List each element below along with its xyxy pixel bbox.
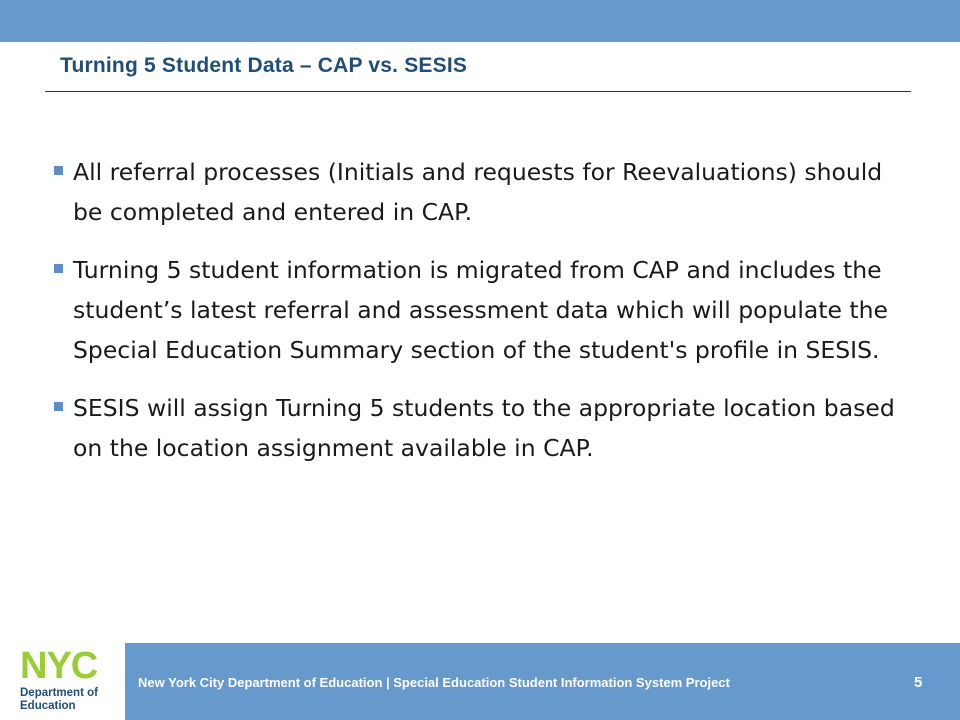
nyc-doe-logo	[0, 643, 125, 720]
bullet-text: SESIS will assign Turning 5 students to the appropriate location based on the location assignment available in CAP.	[73, 394, 895, 462]
title-divider	[45, 91, 911, 92]
square-bullet-icon	[54, 264, 63, 273]
page-number: 5	[914, 674, 923, 691]
footer-text: New York City Department of Education | Special Education Student Information System Project	[138, 675, 730, 690]
top-band	[0, 0, 960, 42]
bullet-item	[54, 388, 914, 468]
bullet-list	[54, 152, 914, 486]
bullet-text: All referral processes (Initials and requests for Reevaluations) should be completed and entered in CAP.	[73, 158, 883, 226]
slide-title: Turning 5 Student Data – CAP vs. SESIS	[60, 54, 468, 77]
logo-line-2: Education	[20, 700, 76, 712]
logo-line-1: Department of	[20, 687, 98, 699]
bullet-text: Turning 5 student information is migrated from CAP and includes the student’s latest referral and assessment data which will populate the Special Education Summary section of the student's profile in SESIS.	[73, 256, 888, 364]
bullet-item	[54, 250, 914, 370]
square-bullet-icon	[54, 166, 63, 175]
square-bullet-icon	[54, 402, 63, 411]
logo-mark: NYC	[20, 645, 98, 687]
bullet-item	[54, 152, 914, 232]
